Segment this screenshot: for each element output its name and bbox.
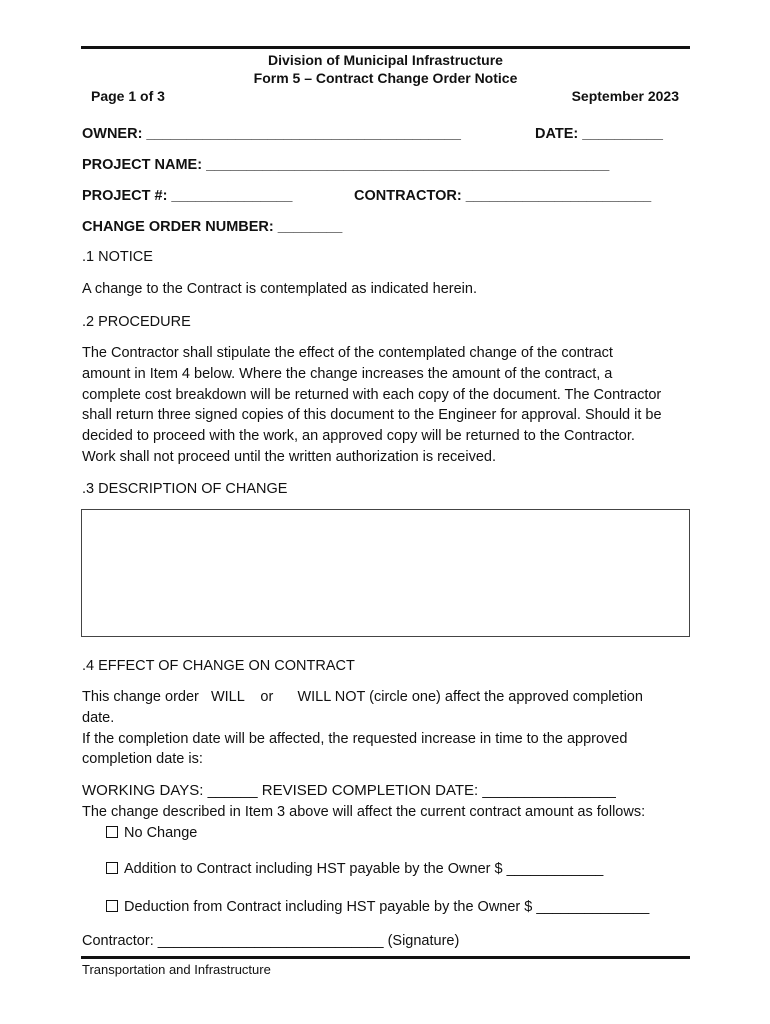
- checkbox-icon[interactable]: [106, 862, 118, 874]
- section-notice-text: A change to the Contract is contemplated as indicated herein.: [82, 281, 477, 297]
- owner-field[interactable]: OWNER: _______________________________________: [82, 126, 461, 142]
- will-or-will-not-line[interactable]: This change order WILL or WILL NOT (circle one) affect the approved completion: [82, 689, 643, 705]
- date-field[interactable]: DATE: __________: [535, 126, 663, 142]
- option-deduction[interactable]: [106, 899, 649, 915]
- contractor-signature-field[interactable]: Contractor: ____________________________ (Signature): [82, 933, 460, 949]
- option-addition[interactable]: [106, 861, 603, 877]
- contractor-field[interactable]: CONTRACTOR: _______________________: [354, 188, 652, 204]
- change-order-number-field[interactable]: CHANGE ORDER NUMBER: ________: [82, 219, 343, 235]
- procedure-line: The Contractor shall stipulate the effect of the contemplated change of the contract: [82, 345, 613, 361]
- footer-text: Transportation and Infrastructure: [82, 962, 271, 977]
- procedure-line: decided to proceed with the work, an approved copy will be returned to the Contractor.: [82, 428, 635, 445]
- option-label: Deduction from Contract including HST payable by the Owner $ ______________: [124, 899, 650, 915]
- procedure-paragraph: [82, 343, 692, 468]
- procedure-line: Work shall not proceed until the written authorization is received.: [82, 448, 497, 465]
- option-label: Addition to Contract including HST payable by the Owner $ ____________: [124, 861, 604, 877]
- procedure-line: shall return three signed copies of this document to the Engineer for approval. Should it be: [82, 407, 662, 424]
- form-title: Form 5 – Contract Change Order Notice: [253, 70, 518, 86]
- amount-intro-text: The change described in Item 3 above will affect the current contract amount as follows:: [82, 804, 646, 820]
- division-title: Division of Municipal Infrastructure: [268, 52, 503, 68]
- working-days-field[interactable]: WORKING DAYS: ______ REVISED COMPLETION DATE: ________________: [82, 782, 616, 799]
- project-number-field[interactable]: PROJECT #: _______________: [82, 188, 293, 204]
- procedure-line: amount in Item 4 below. Where the change increases the amount of the contract, a: [82, 365, 613, 382]
- effect-line: If the completion date will be affected, the requested increase in time to the approved: [82, 730, 628, 747]
- checkbox-icon[interactable]: [106, 826, 118, 838]
- checkbox-icon[interactable]: [106, 900, 118, 912]
- section-effect-heading: .4 EFFECT OF CHANGE ON CONTRACT: [82, 658, 355, 674]
- section-notice-heading: .1 NOTICE: [82, 249, 153, 265]
- effect-line: date.: [82, 709, 115, 726]
- page-number: Page 1 of 3: [91, 88, 165, 104]
- section-procedure-heading: .2 PROCEDURE: [82, 314, 191, 330]
- description-of-change-box[interactable]: [81, 509, 690, 637]
- bottom-rule: [81, 956, 690, 959]
- form-date: September 2023: [571, 88, 679, 104]
- option-no-change[interactable]: [106, 825, 197, 841]
- section-description-heading: .3 DESCRIPTION OF CHANGE: [82, 481, 288, 497]
- project-name-field[interactable]: PROJECT NAME: __________________________________________________: [82, 157, 610, 173]
- effect-line: completion date is:: [82, 751, 203, 768]
- procedure-line: complete cost breakdown will be returned with each copy of the document. The Contractor: [82, 386, 662, 403]
- effect-paragraph: [82, 687, 692, 770]
- top-rule: [81, 46, 690, 49]
- option-label: No Change: [124, 825, 198, 841]
